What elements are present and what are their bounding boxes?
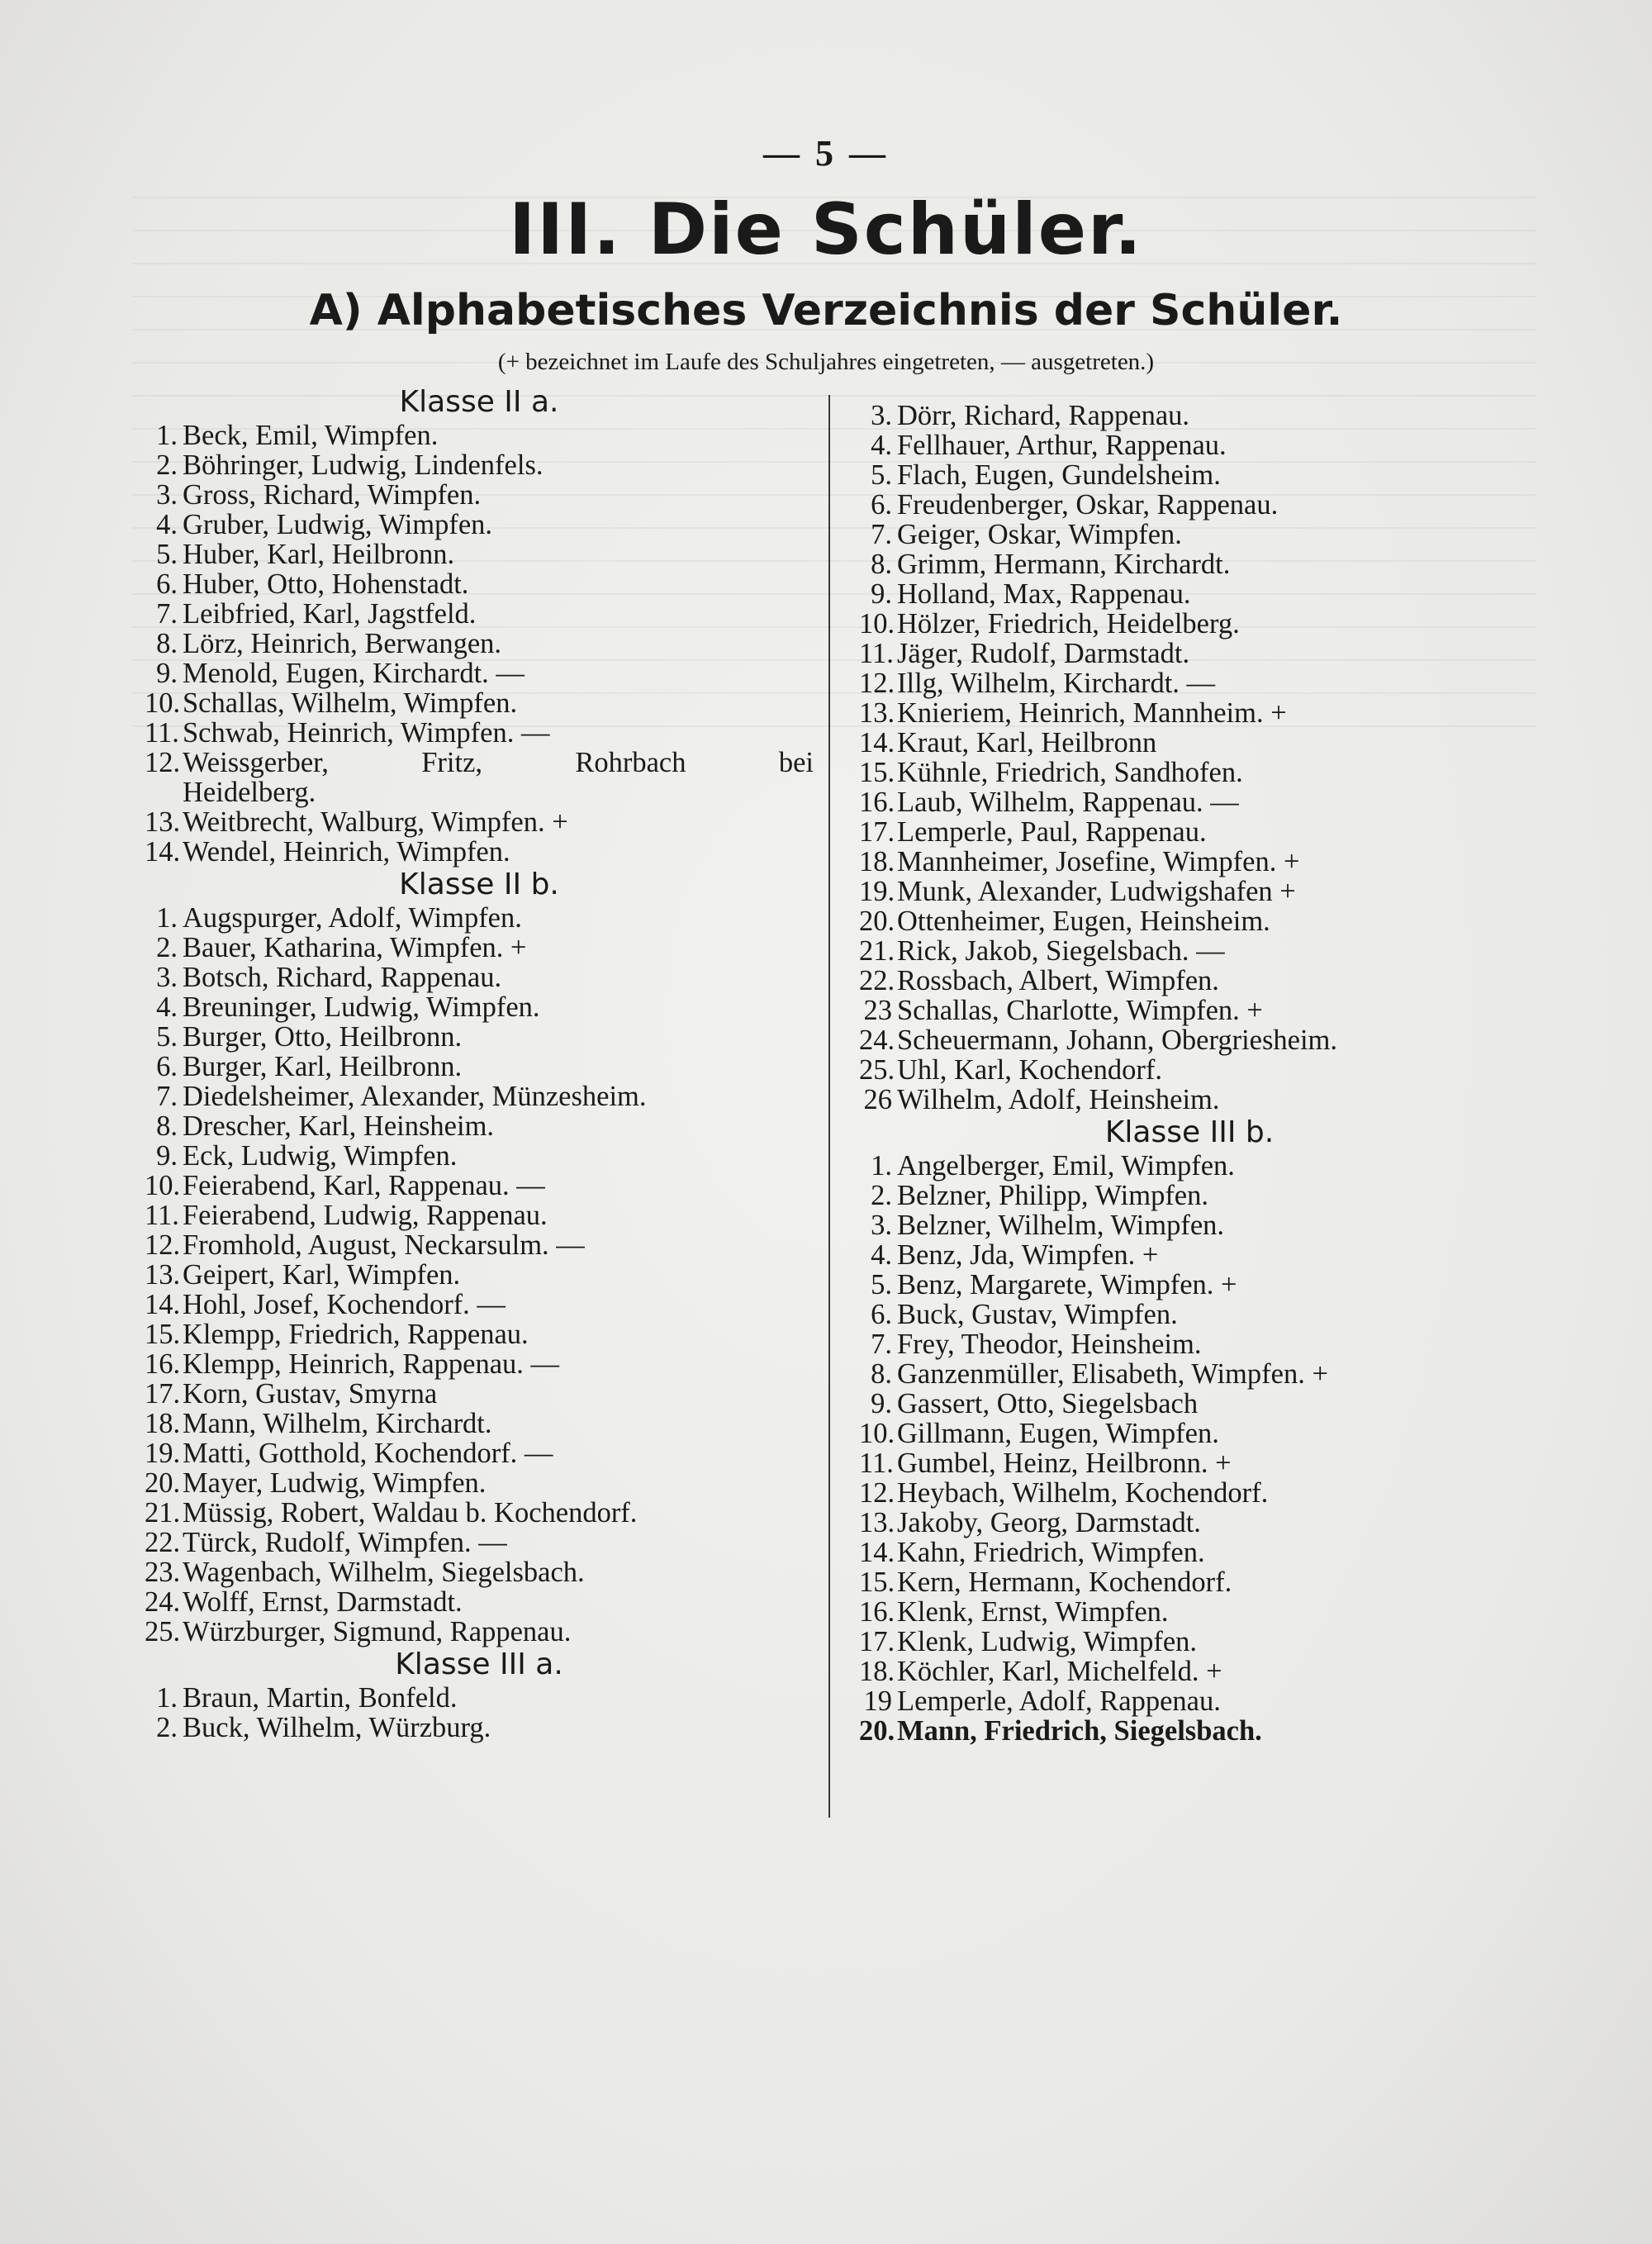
entry-number: 1. <box>156 1682 178 1714</box>
entry-number: 4. <box>871 1239 892 1271</box>
student-name-continuation: Heidelberg. <box>183 777 316 808</box>
student-name: Geiger, Oskar, Wimpfen. <box>897 519 1182 550</box>
entry-number: 11. <box>859 638 894 669</box>
student-name: Geipert, Karl, Wimpfen. <box>183 1259 461 1291</box>
student-entry <box>859 1329 1520 1359</box>
entry-number: 4. <box>871 430 892 461</box>
student-entry <box>145 1349 814 1379</box>
entry-number: 9. <box>871 1388 892 1419</box>
student-entry <box>859 906 1520 936</box>
student-entry <box>859 1597 1520 1627</box>
entry-number: 8. <box>156 628 178 659</box>
student-name: Benz, Margarete, Wimpfen. + <box>897 1269 1237 1300</box>
student-name: Wilhelm, Adolf, Heinsheim. <box>897 1084 1220 1115</box>
entry-number: 19 <box>863 1685 892 1717</box>
student-name: Lörz, Heinrich, Berwangen. <box>183 628 502 659</box>
student-entry <box>145 1260 814 1290</box>
student-name: Jakoby, Georg, Darmstadt. <box>897 1507 1201 1538</box>
entry-number: 20. <box>859 906 895 937</box>
student-entry <box>859 490 1520 520</box>
student-entry <box>859 1240 1520 1270</box>
entry-number: 16. <box>145 1348 181 1380</box>
section-title: A) Alphabetisches Verzeichnis der Schüler. <box>309 286 1343 335</box>
student-entry <box>145 1082 814 1111</box>
student-entry <box>145 903 814 933</box>
column-divider <box>828 395 830 1818</box>
student-entry <box>859 1055 1520 1085</box>
entry-number: 24. <box>145 1586 181 1618</box>
student-entry <box>145 421 814 450</box>
entry-number: 7. <box>156 598 178 630</box>
entry-number: 13. <box>145 1259 181 1291</box>
student-name: Bauer, Katharina, Wimpfen. + <box>183 932 527 963</box>
entry-number: 8. <box>871 1358 892 1390</box>
entry-number: 15. <box>859 757 895 788</box>
entry-number: 17. <box>145 1378 181 1410</box>
entry-number: 20. <box>145 1467 181 1499</box>
entry-number: 22. <box>145 1527 181 1558</box>
entry-number: 25. <box>859 1054 895 1086</box>
entry-number: 5. <box>156 539 178 570</box>
student-name: Würzburger, Sigmund, Rappenau. <box>183 1616 572 1647</box>
student-name: Klempp, Friedrich, Rappenau. <box>183 1319 529 1350</box>
entry-number: 4. <box>156 991 178 1023</box>
student-name: Botsch, Richard, Rappenau. <box>183 962 502 993</box>
entry-number: 6. <box>156 1051 178 1082</box>
student-entry <box>145 510 814 540</box>
entry-number: 15. <box>145 1319 181 1350</box>
left-column <box>145 384 814 1742</box>
student-name: Flach, Eugen, Gundelsheim. <box>897 459 1221 491</box>
student-entry <box>859 401 1520 430</box>
student-name: Hohl, Josef, Kochendorf. — <box>183 1289 506 1320</box>
student-entry <box>859 1025 1520 1055</box>
student-name: Grimm, Hermann, Kirchardt. <box>897 549 1231 580</box>
entry-number: 2. <box>156 449 178 481</box>
student-entry <box>859 1085 1520 1115</box>
student-name: Lemperle, Paul, Rappenau. <box>897 816 1207 848</box>
student-entry <box>145 599 814 629</box>
student-entry <box>859 1270 1520 1300</box>
student-entry <box>859 1508 1520 1538</box>
student-name: Klenk, Ernst, Wimpfen. <box>897 1596 1169 1628</box>
student-entry <box>859 1419 1520 1448</box>
student-name: Leibfried, Karl, Jagstfeld. <box>183 598 477 630</box>
entry-number: 1. <box>156 420 178 451</box>
student-entry <box>145 1200 814 1230</box>
student-entry <box>859 1448 1520 1478</box>
entry-number: 8. <box>871 549 892 580</box>
student-name: Mannheimer, Josefine, Wimpfen. + <box>897 846 1300 877</box>
student-entry <box>145 1683 814 1713</box>
student-name: Beck, Emil, Wimpfen. <box>183 420 439 451</box>
entry-number: 12. <box>145 1229 181 1261</box>
student-name: Angelberger, Emil, Wimpfen. <box>897 1150 1235 1181</box>
student-entry <box>859 1300 1520 1329</box>
entry-number: 14. <box>145 836 181 868</box>
student-entry <box>859 1686 1520 1716</box>
student-name: Munk, Alexander, Ludwigshafen + <box>897 876 1296 907</box>
student-name: Böhringer, Ludwig, Lindenfels. <box>183 449 544 481</box>
student-entry <box>145 1230 814 1260</box>
student-name: Schwab, Heinrich, Wimpfen. — <box>183 717 550 749</box>
student-name: Belzner, Wilhelm, Wimpfen. <box>897 1210 1225 1241</box>
student-entry <box>859 847 1520 877</box>
student-entry <box>859 1181 1520 1210</box>
entry-number: 7. <box>871 1329 892 1360</box>
entry-number: 10. <box>145 1170 181 1201</box>
entry-number: 16. <box>859 1596 895 1628</box>
student-entry <box>145 837 814 867</box>
entry-number: 24. <box>859 1025 895 1056</box>
entry-number: 19. <box>859 876 895 907</box>
student-name: Rossbach, Albert, Wimpfen. <box>897 965 1219 996</box>
entry-number: 3. <box>156 479 178 511</box>
student-name: Huber, Karl, Heilbronn. <box>183 539 455 570</box>
student-name: Dörr, Richard, Rappenau. <box>897 400 1190 431</box>
student-entry <box>145 480 814 510</box>
student-name: Eck, Ludwig, Wimpfen. <box>183 1140 458 1172</box>
entry-number: 1. <box>156 902 178 934</box>
student-name: Kern, Hermann, Kochendorf. <box>897 1567 1232 1598</box>
student-entry <box>859 1657 1520 1686</box>
student-entry <box>145 450 814 480</box>
entry-number: 3. <box>871 400 892 431</box>
student-name: Belzner, Philipp, Wimpfen. <box>897 1180 1208 1211</box>
class-heading: Klasse II a. <box>399 385 559 419</box>
student-entry <box>859 728 1520 758</box>
student-name: Knieriem, Heinrich, Mannheim. + <box>897 697 1287 729</box>
entry-number: 5. <box>156 1021 178 1053</box>
entry-number: 7. <box>156 1081 178 1112</box>
legend-note: (+ bezeichnet im Laufe des Schuljahres eingetreten, — ausgetreten.) <box>497 349 1155 375</box>
student-name: Uhl, Karl, Kochendorf. <box>897 1054 1162 1086</box>
student-name: Scheuermann, Johann, Obergriesheim. <box>897 1025 1338 1056</box>
student-entry <box>145 1141 814 1171</box>
student-entry <box>859 549 1520 579</box>
entry-number: 18. <box>859 1656 895 1687</box>
entry-number: 13. <box>859 1507 895 1538</box>
student-entry <box>859 877 1520 906</box>
class-heading: Klasse III a. <box>395 1647 563 1681</box>
student-entry <box>859 1627 1520 1657</box>
entry-number: 26 <box>863 1084 892 1115</box>
student-entry <box>145 1468 814 1498</box>
entry-number: 14. <box>145 1289 181 1320</box>
student-entry <box>145 569 814 599</box>
student-name: Wolff, Ernst, Darmstadt. <box>183 1586 463 1618</box>
entry-number: 4. <box>156 509 178 540</box>
student-name: Heybach, Wilhelm, Kochendorf. <box>897 1477 1269 1509</box>
column-spacer <box>859 384 1520 401</box>
student-name: Kraut, Karl, Heilbronn <box>897 727 1157 758</box>
student-name: Breuninger, Ludwig, Wimpfen. <box>183 991 540 1023</box>
student-name: Burger, Otto, Heilbronn. <box>183 1021 463 1053</box>
student-entry <box>145 1498 814 1528</box>
student-entry <box>145 933 814 963</box>
entry-number: 8. <box>156 1110 178 1142</box>
student-entry <box>859 1567 1520 1597</box>
student-entry <box>859 1389 1520 1419</box>
student-name: Buck, Wilhelm, Würzburg. <box>183 1712 491 1743</box>
student-name: Kühnle, Friedrich, Sandhofen. <box>897 757 1243 788</box>
student-name: Diedelsheimer, Alexander, Münzesheim. <box>183 1081 647 1112</box>
student-name: Müssig, Robert, Waldau b. Kochendorf. <box>183 1497 638 1528</box>
student-entry <box>859 996 1520 1025</box>
student-entry <box>859 639 1520 668</box>
student-name: Matti, Gotthold, Kochendorf. — <box>183 1438 553 1469</box>
student-name: Jäger, Rudolf, Darmstadt. <box>897 638 1190 669</box>
class-heading: Klasse II b. <box>399 868 559 901</box>
student-name: Rick, Jakob, Siegelsbach. — <box>897 935 1225 967</box>
student-name: Köchler, Karl, Michelfeld. + <box>897 1656 1222 1687</box>
student-entry <box>145 1379 814 1409</box>
student-name: Holland, Max, Rappenau. <box>897 578 1191 610</box>
student-name: Braun, Martin, Bonfeld. <box>183 1682 458 1714</box>
student-name: Fellhauer, Arthur, Rappenau. <box>897 430 1227 461</box>
student-name: Gruber, Ludwig, Wimpfen. <box>183 509 493 540</box>
student-name: Freudenberger, Oskar, Rappenau. <box>897 489 1279 521</box>
student-name: Menold, Eugen, Kirchardt. — <box>183 658 525 689</box>
student-entry <box>859 579 1520 609</box>
entry-number: 2. <box>871 1180 892 1211</box>
student-name: Ganzenmüller, Elisabeth, Wimpfen. + <box>897 1358 1328 1390</box>
entry-number: 10. <box>859 1418 895 1449</box>
student-name: Mayer, Ludwig, Wimpfen. <box>183 1467 487 1499</box>
entry-number: 20. <box>859 1715 895 1747</box>
entry-number: 23 <box>863 995 892 1026</box>
chapter-title: III. Die Schüler. <box>509 188 1143 271</box>
student-name: Weitbrecht, Walburg, Wimpfen. + <box>183 806 568 838</box>
student-entry <box>145 963 814 992</box>
student-entry <box>145 1528 814 1557</box>
entry-number: 6. <box>156 568 178 600</box>
student-entry <box>859 460 1520 490</box>
entry-number: 7. <box>871 519 892 550</box>
student-entry <box>859 817 1520 847</box>
entry-number: 12. <box>145 747 181 778</box>
entry-number: 12. <box>859 1477 895 1509</box>
student-name: Fromhold, August, Neckarsulm. — <box>183 1229 585 1261</box>
student-entry <box>145 1557 814 1587</box>
student-name: Frey, Theodor, Heinsheim. <box>897 1329 1202 1360</box>
student-entry <box>145 629 814 658</box>
student-name: Hölzer, Friedrich, Heidelberg. <box>897 608 1240 639</box>
student-name: Laub, Wilhelm, Rappenau. — <box>897 787 1239 818</box>
student-name: Kahn, Friedrich, Wimpfen. <box>897 1537 1205 1568</box>
student-entry <box>859 787 1520 817</box>
entry-number: 16. <box>859 787 895 818</box>
entry-number: 5. <box>871 459 892 491</box>
student-entry <box>859 609 1520 639</box>
entry-number: 2. <box>156 1712 178 1743</box>
student-name: Gillmann, Eugen, Wimpfen. <box>897 1418 1219 1449</box>
student-entry <box>145 1111 814 1141</box>
entry-number: 13. <box>859 697 895 729</box>
entry-number: 19. <box>145 1438 181 1469</box>
student-entry <box>145 1171 814 1200</box>
entry-number: 11. <box>145 1200 179 1231</box>
student-name: Feierabend, Ludwig, Rappenau. <box>183 1200 548 1231</box>
entry-number: 17. <box>859 816 895 848</box>
student-entry <box>145 1713 814 1742</box>
student-entry <box>145 1022 814 1052</box>
student-name: Wagenbach, Wilhelm, Siegelsbach. <box>183 1557 585 1588</box>
student-entry <box>859 430 1520 460</box>
right-column <box>859 384 1520 1746</box>
student-entry <box>145 718 814 748</box>
student-name: Augspurger, Adolf, Wimpfen. <box>183 902 522 934</box>
student-name: Schallas, Charlotte, Wimpfen. + <box>897 995 1263 1026</box>
student-entry <box>145 688 814 718</box>
student-entry <box>859 1478 1520 1508</box>
student-entry <box>859 966 1520 996</box>
student-name: Benz, Jda, Wimpfen. + <box>897 1239 1159 1271</box>
entry-number: 13. <box>145 806 181 838</box>
student-entry <box>145 1319 814 1349</box>
entry-number: 6. <box>871 489 892 521</box>
student-entry <box>859 1538 1520 1567</box>
student-name: Illg, Wilhelm, Kirchardt. — <box>897 668 1216 699</box>
student-entry <box>145 748 814 777</box>
entry-number: 3. <box>156 962 178 993</box>
class-heading: Klasse III b. <box>1104 1115 1275 1149</box>
student-entry <box>145 540 814 569</box>
student-name: Buck, Gustav, Wimpfen. <box>897 1299 1178 1330</box>
entry-number: 21. <box>145 1497 181 1528</box>
student-name: Gross, Richard, Wimpfen. <box>183 479 482 511</box>
entry-number: 10. <box>859 608 895 639</box>
student-name: Mann, Wilhelm, Kirchardt. <box>183 1408 492 1439</box>
student-name: Huber, Otto, Hohenstadt. <box>183 568 469 600</box>
student-entry <box>859 520 1520 549</box>
entry-number: 9. <box>156 1140 178 1172</box>
entry-number: 14. <box>859 727 895 758</box>
student-entry <box>145 658 814 688</box>
entry-number: 3. <box>871 1210 892 1241</box>
student-name: Klempp, Heinrich, Rappenau. — <box>183 1348 560 1380</box>
entry-number: 12. <box>859 668 895 699</box>
entry-number: 18. <box>859 846 895 877</box>
entry-number: 14. <box>859 1537 895 1568</box>
entry-number: 9. <box>871 578 892 610</box>
student-name: Weissgerber, Fritz, Rohrbach bei <box>183 747 814 778</box>
entry-number: 17. <box>859 1626 895 1657</box>
student-name: Feierabend, Karl, Rappenau. — <box>183 1170 545 1201</box>
entry-number: 18. <box>145 1408 181 1439</box>
student-entry <box>859 1210 1520 1240</box>
student-entry <box>859 758 1520 787</box>
entry-number: 5. <box>871 1269 892 1300</box>
student-entry <box>145 1290 814 1319</box>
student-entry <box>145 1409 814 1438</box>
student-name: Drescher, Karl, Heinsheim. <box>183 1110 495 1142</box>
student-entry <box>145 1438 814 1468</box>
entry-number: 2. <box>156 932 178 963</box>
student-name: Wendel, Heinrich, Wimpfen. <box>183 836 510 868</box>
entry-number: 11. <box>145 717 179 749</box>
entry-number: 25. <box>145 1616 181 1647</box>
entry-number: 9. <box>156 658 178 689</box>
student-name: Korn, Gustav, Smyrna <box>183 1378 438 1410</box>
student-entry <box>859 1359 1520 1389</box>
student-name: Lemperle, Adolf, Rappenau. <box>897 1685 1221 1717</box>
student-entry <box>145 1587 814 1617</box>
entry-number: 6. <box>871 1299 892 1330</box>
student-name: Schallas, Wilhelm, Wimpfen. <box>183 687 518 719</box>
student-entry <box>859 936 1520 966</box>
student-name: Türck, Rudolf, Wimpfen. — <box>183 1527 507 1558</box>
student-name: Ottenheimer, Eugen, Heinsheim. <box>897 906 1270 937</box>
student-name: Gumbel, Heinz, Heilbronn. + <box>897 1448 1232 1479</box>
entry-number: 1. <box>871 1150 892 1181</box>
student-name: Klenk, Ludwig, Wimpfen. <box>897 1626 1198 1657</box>
page-number: — 5 — <box>763 133 889 174</box>
student-entry <box>145 992 814 1022</box>
student-entry <box>859 668 1520 698</box>
student-name: Gassert, Otto, Siegelsbach <box>897 1388 1199 1419</box>
entry-number: 11. <box>859 1448 894 1479</box>
student-entry <box>145 807 814 837</box>
student-entry <box>145 1052 814 1082</box>
student-entry <box>859 698 1520 728</box>
entry-number: 10. <box>145 687 181 719</box>
entry-number: 22. <box>859 965 895 996</box>
entry-number: 15. <box>859 1567 895 1598</box>
entry-number: 23. <box>145 1557 181 1588</box>
student-name: Burger, Karl, Heilbronn. <box>183 1051 463 1082</box>
student-entry <box>859 1151 1520 1181</box>
student-entry <box>859 1716 1520 1746</box>
student-entry <box>145 1617 814 1647</box>
student-name: Mann, Friedrich, Siegelsbach. <box>897 1715 1262 1747</box>
entry-number: 21. <box>859 935 895 967</box>
